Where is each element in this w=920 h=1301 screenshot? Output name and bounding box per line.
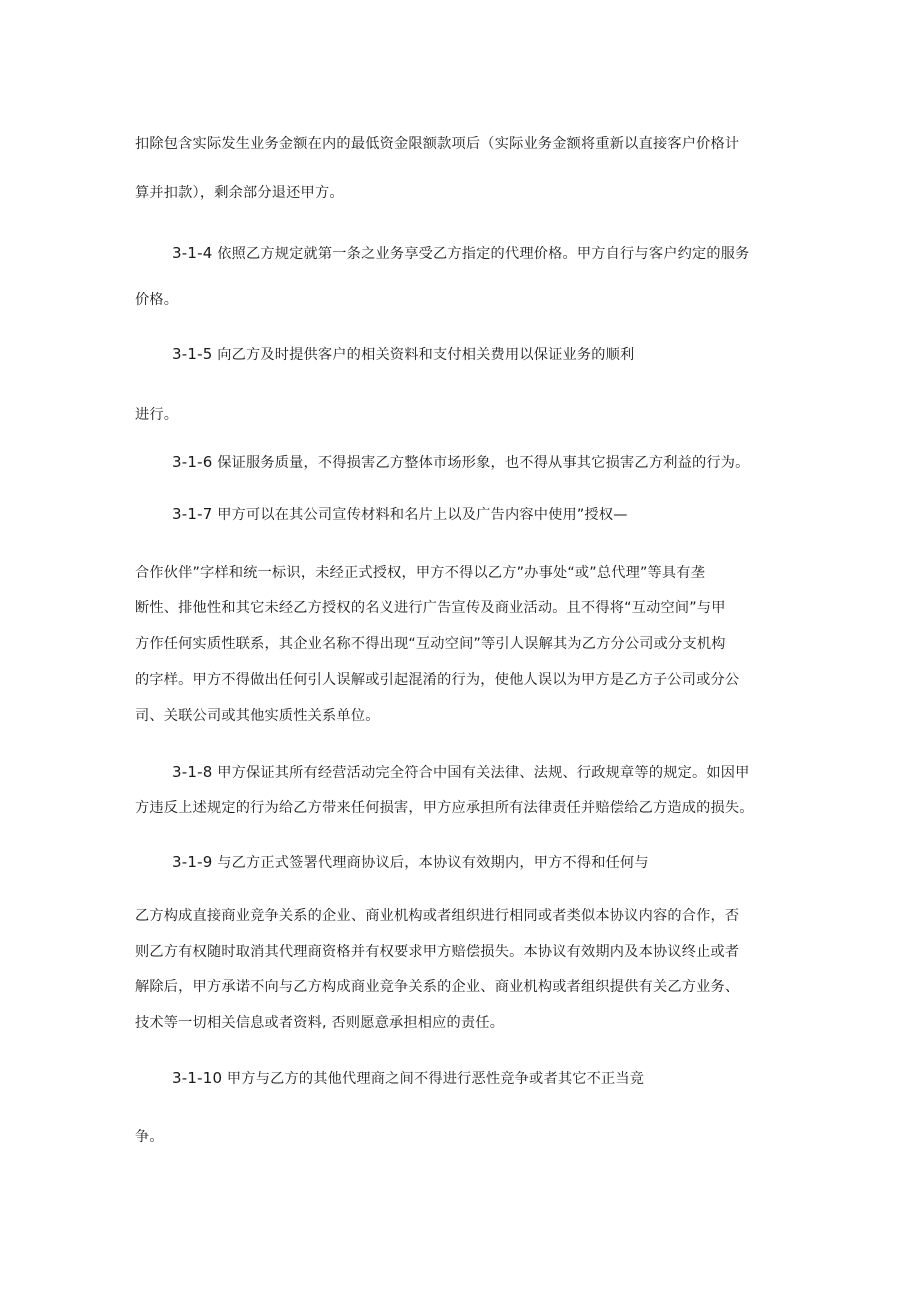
text-line: 技术等一切相关信息或者资料, 否则愿意承担相应的责任。 [135, 1015, 505, 1031]
text-line: 价格。 [135, 292, 179, 308]
text-line: 的字样。甲方不得做出任何引人误解或引起混淆的行为，使他人误以为甲方是乙方子公司或分公 [135, 672, 740, 688]
clause-number: 3-1-5 [172, 345, 213, 363]
clause-3-1-5: 3-1-5 向乙方及时提供客户的相关资料和支付相关费用以保证业务的顺利 [172, 345, 635, 363]
text-line: 解除后，甲方承诺不向与乙方构成商业竞争关系的企业、商业机构或者组织提供有关乙方业务、 [135, 979, 740, 995]
text-line: 争。 [135, 1129, 164, 1145]
clause-3-1-10: 3-1-10 甲方与乙方的其他代理商之间不得进行恶性竞争或者其它不正当竞 [172, 1069, 645, 1087]
text-line: 方违反上述规定的行为给乙方带来任何损害，甲方应承担所有法律责任并赔偿给乙方造成的损失。 [135, 800, 754, 816]
clause-number: 3-1-7 [172, 505, 213, 523]
text-line: 扣除包含实际发生业务金额在内的最低资金限额款项后（实际业务金额将重新以直接客户价格计 [135, 136, 740, 152]
clause-number: 3-1-6 [172, 453, 213, 471]
clause-number: 3-1-10 [172, 1069, 223, 1087]
clause-number: 3-1-9 [172, 853, 213, 871]
text-line: 司、关联公司或其他实质性关系单位。 [135, 708, 380, 724]
text-line: 进行。 [135, 407, 179, 423]
clause-number: 3-1-4 [172, 244, 213, 262]
clause-3-1-9: 3-1-9 与乙方正式签署代理商协议后，本协议有效期内，甲方不得和任何与 [172, 853, 649, 871]
clause-3-1-8: 3-1-8 甲方保证其所有经营活动完全符合中国有关法律、法规、行政规章等的规定。如因甲 [172, 763, 750, 781]
text-line: 方作任何实质性联系，其企业名称不得出现“互动空间”等引人误解其为乙方分公司或分支机构 [135, 636, 726, 652]
clause-3-1-7: 3-1-7 甲方可以在其公司宣传材料和名片上以及广告内容中使用”授权— [172, 505, 628, 523]
clause-3-1-6: 3-1-6 保证服务质量，不得损害乙方整体市场形象，也不得从事其它损害乙方利益的行为。 [172, 453, 750, 471]
text-line: 乙方构成直接商业竞争关系的企业、商业机构或者组织进行相同或者类似本协议内容的合作，否 [135, 908, 740, 924]
text-line: 算并扣款），剩余部分退还甲方。 [135, 185, 344, 201]
text-line: 合作伙伴”字样和统一标识，未经正式授权，甲方不得以乙方”办事处“或”总代理”等具有垄 [135, 565, 706, 581]
text-line: 断性、排他性和其它未经乙方授权的名义进行广告宣传及商业活动。且不得将“互动空间”与甲 [135, 600, 726, 616]
clause-number: 3-1-8 [172, 763, 213, 781]
text-line: 则乙方有权随时取消其代理商资格并有权要求甲方赔偿损失。本协议有效期内及本协议终止或者 [135, 944, 740, 960]
clause-3-1-4: 3-1-4 依照乙方规定就第一条之业务享受乙方指定的代理价格。甲方自行与客户约定的服务 [172, 244, 750, 262]
